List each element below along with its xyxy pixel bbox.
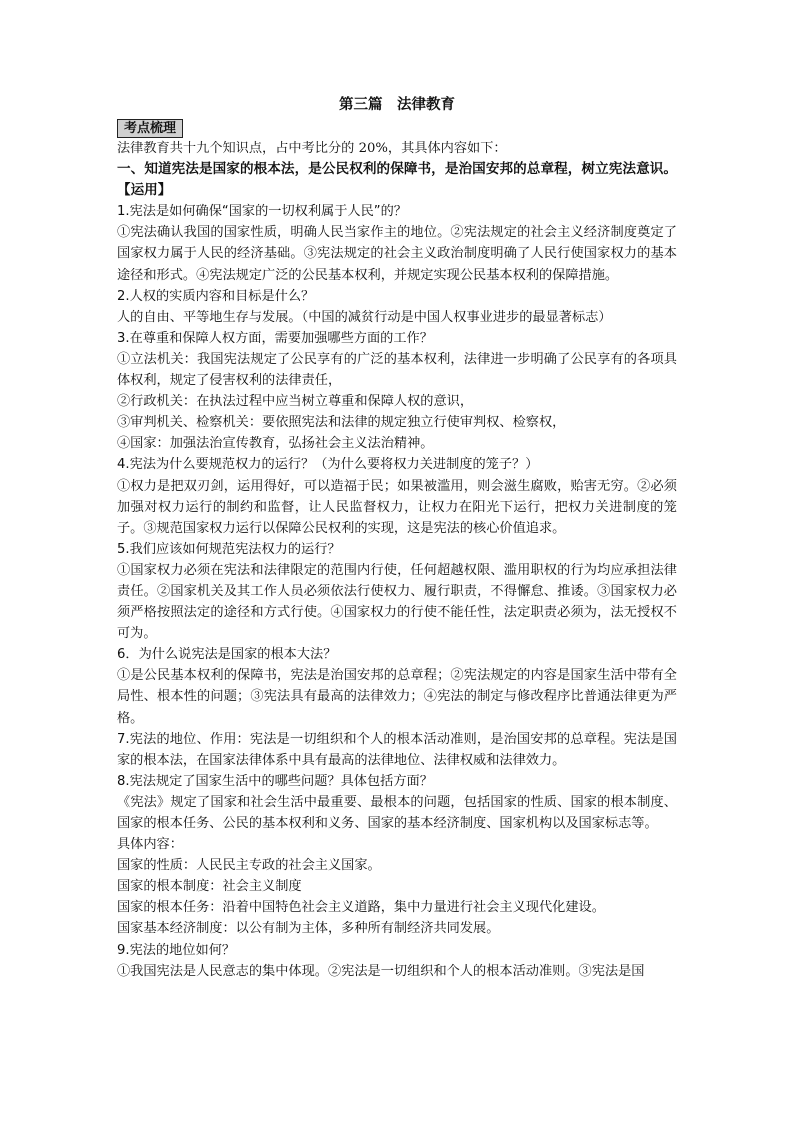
question-7: 7.宪法的地位、作用：宪法是一切组织和个人的根本活动准则，是治国安邦的总章程。宪法是国家的根本法，在国家法律体系中具有最高的法律地位、法律权威和法律效力。 xyxy=(117,731,677,768)
question-6: 6．为什么说宪法是国家的根本大法？ xyxy=(117,647,337,663)
answer-5: ①国家权力必须在宪法和法律限定的范围内行使，任何超越权限、滥用职权的行为均应承担法律责任。②国家机关及其工作人员必须依法行使权力、履行职责，不得懈怠、推诿。③国家权力必须严格按照法定的途径和方式行使。④国家权力的行使不能任性，法定职责必须为，法无授权不可为。 xyxy=(117,562,677,642)
answer-9: ①我国宪法是人民意志的集中体现。②宪法是一切组织和个人的根本活动准则。③宪法是国 xyxy=(117,963,645,979)
intro-text: 法律教育共十九个知识点，占中考比分的 20%，其具体内容如下： xyxy=(117,141,507,156)
answer-3-item-1: ①立法机关：我国宪法规定了公民享有的广泛的基本权利，法律进一步明确了公民享有的各项具体权利，规定了侵害权利的法律责任， xyxy=(117,351,677,389)
answer-3-item-4: ④国家：加强法治宣传教育，弘扬社会主义法治精神。 xyxy=(117,436,434,452)
question-5: 5.我们应该如何规范宪法权力的运行？ xyxy=(117,541,341,557)
section-heading: 一、知道宪法是国家的根本法，是公民权利的保障书，是治国安邦的总章程，树立宪法意识。【运用】 xyxy=(117,161,677,199)
answer-4: ①权力是把双刃剑，运用得好，可以造福于民；如果被滥用，则会滋生腐败，贻害无穷。②必须加强对权力运行的制约和监督，让人民监督权力，让权力在阳光下运行，把权力关进制度的笼子。③规范国家权力运行以保障公民权利的实现，这是宪法的核心价值追求。 xyxy=(117,478,677,536)
question-3: 3.在尊重和保障人权方面，需要加强哪些方面的工作？ xyxy=(117,330,433,346)
answer-8-heading: 具体内容： xyxy=(117,837,183,853)
section-badge: 考点梳理 xyxy=(117,119,183,138)
answer-8-item-4: 国家基本经济制度：以公有制为主体，多种所有制经济共同发展。 xyxy=(117,921,500,937)
answer-1: ①宪法确认我国的国家性质，明确人民当家作主的地位。②宪法规定的社会主义经济制度奠定了国家权力属于人民的经济基础。③宪法规定的社会主义政治制度明确了人民行使国家权力的基本途径和形式。④宪法规定广泛的公民基本权利，并规定实现公民基本权利的保障措施。 xyxy=(117,225,677,283)
page-title: 第三篇 法律教育 xyxy=(339,97,455,113)
badge-row xyxy=(117,118,677,138)
answer-8: 《宪法》规定了国家和社会生活中最重要、最根本的问题，包括国家的性质、国家的根本制度、国家的根本任务、公民的基本权利和义务、国家的基本经济制度、国家机构以及国家标志等。 xyxy=(117,794,677,831)
answer-8-item-1: 国家的性质：人民民主专政的社会主义国家。 xyxy=(117,858,381,874)
answer-6: ①是公民基本权利的保障书，宪法是治国安邦的总章程；②宪法规定的内容是国家生活中带有全局性、根本性的问题；③宪法具有最高的法律效力；④宪法的制定与修改程序比普通法律更为严格。 xyxy=(117,668,677,726)
question-9: 9.宪法的地位如何？ xyxy=(117,942,236,958)
answer-8-item-2: 国家的根本制度：社会主义制度 xyxy=(117,879,302,895)
answer-2: 人的自由、平等地生存与发展。（中国的减贫行动是中国人权事业进步的最显著标志） xyxy=(117,309,612,325)
question-2: 2.人权的实质内容和目标是什么？ xyxy=(117,288,315,304)
question-8: 8.宪法规定了国家生活中的哪些问题？具体包括方面？ xyxy=(117,773,433,789)
answer-8-item-3: 国家的根本任务：沿着中国特色社会主义道路，集中力量进行社会主义现代化建设。 xyxy=(117,900,605,916)
question-1: 1.宪法是如何确保“国家的一切权利属于人民”的？ xyxy=(117,204,407,220)
answer-3-item-2: ②行政机关：在执法过程中应当树立尊重和保障人权的意识， xyxy=(117,394,474,410)
question-4: 4.宪法为什么要规范权力的运行？（为什么要将权力关进制度的笼子？） xyxy=(117,457,539,473)
answer-3-item-3: ③审判机关、检察机关：要依照宪法和法律的规定独立行使审判权、检察权， xyxy=(117,415,566,431)
document-page xyxy=(117,92,677,982)
